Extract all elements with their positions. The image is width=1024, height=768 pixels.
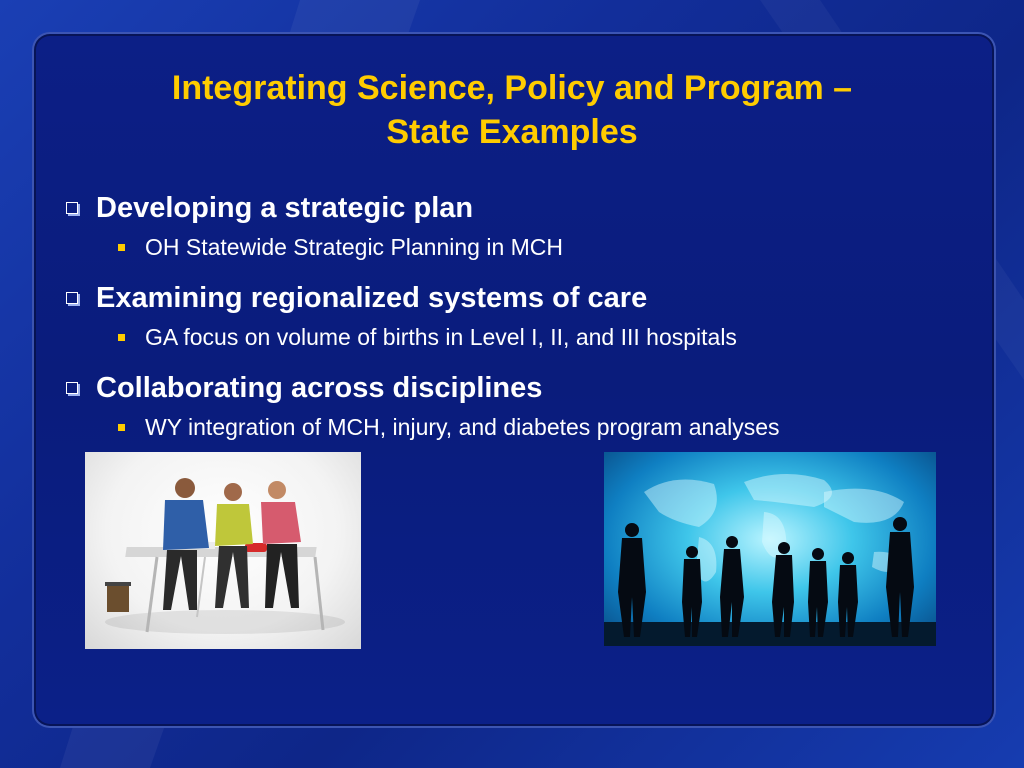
sub-bullet-item	[62, 408, 962, 446]
sub-bullet-text: OH Statewide Strategic Planning in MCH	[145, 233, 564, 260]
team-around-table-photo	[85, 452, 361, 649]
sub-bullet-text: GA focus on volume of births in Level I, II, and III hospitals	[145, 323, 737, 350]
square-bullet-icon	[66, 382, 78, 394]
bullet-text: Collaborating across disciplines	[96, 371, 543, 404]
bullet-item	[62, 368, 962, 408]
slide-title	[80, 66, 944, 154]
bullet-text: Examining regionalized systems of care	[96, 281, 648, 314]
silhouettes-world-map-photo	[604, 452, 936, 646]
sub-bullet-item	[62, 318, 962, 356]
sub-bullet-text: WY integration of MCH, injury, and diabetes program analyses	[145, 413, 780, 440]
sub-bullet-item	[62, 228, 962, 266]
title-line-2: State Examples	[386, 113, 638, 151]
square-bullet-icon	[66, 292, 78, 304]
bullet-item	[62, 188, 962, 228]
filled-square-bullet-icon	[118, 424, 125, 431]
bullet-text: Developing a strategic plan	[96, 191, 474, 224]
bullet-item	[62, 278, 962, 318]
square-bullet-icon	[66, 202, 78, 214]
title-line-1: Integrating Science, Policy and Program –	[171, 69, 853, 107]
filled-square-bullet-icon	[118, 244, 125, 251]
filled-square-bullet-icon	[118, 334, 125, 341]
bullet-list	[62, 188, 962, 458]
